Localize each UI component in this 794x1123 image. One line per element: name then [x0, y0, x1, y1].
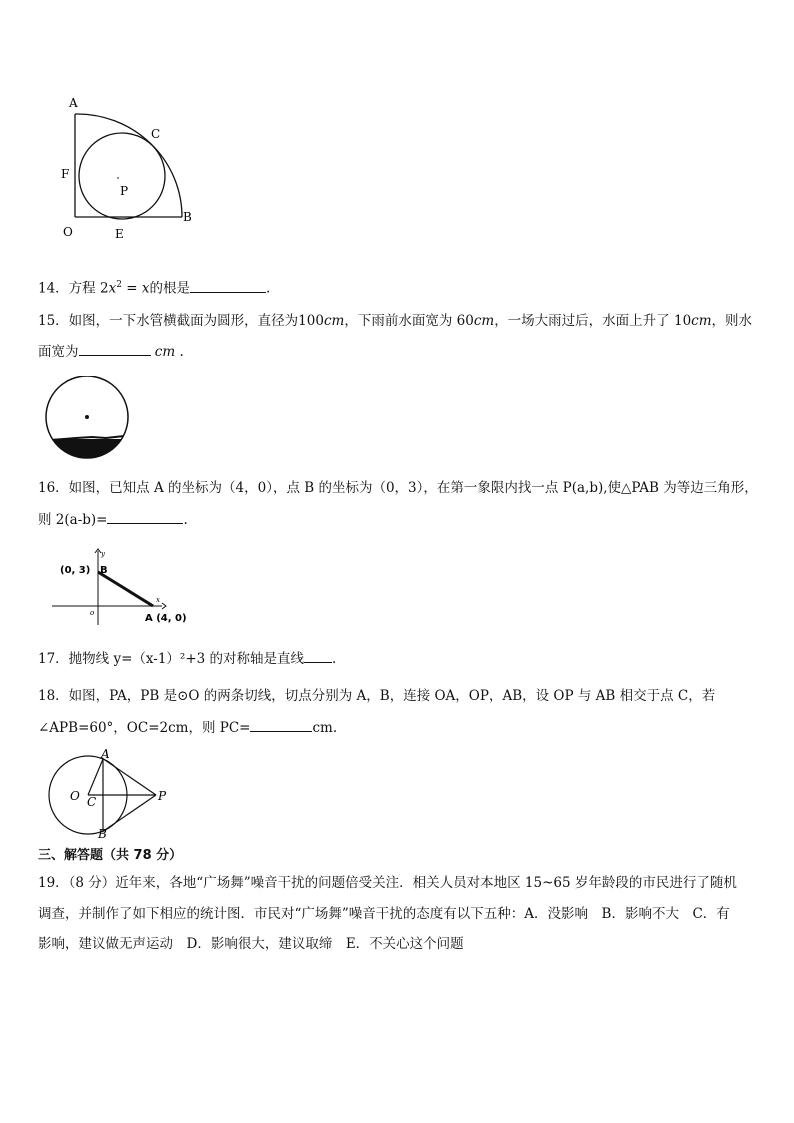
- label-f: F: [61, 167, 70, 181]
- quarter-circle-figure: [55, 92, 195, 242]
- answer-blank-14[interactable]: [190, 278, 266, 293]
- answer-blank-15[interactable]: [79, 341, 151, 356]
- question-19-line-2: 调查，并制作了如下相应的统计图．市民对“广场舞”噪音干扰的态度有以下五种：A．没影响 B．影响不大 C．有: [38, 906, 730, 922]
- center-point-p: [117, 177, 119, 179]
- label-x: x: [156, 596, 160, 604]
- label-e: E: [115, 227, 124, 241]
- label-p: P: [158, 789, 167, 803]
- label-b: B: [98, 827, 107, 840]
- label-b-coord: (0, 3): [60, 565, 91, 576]
- tangent-lines-figure: [40, 748, 180, 840]
- question-16-line-2: 则 2(a-b)= .: [38, 509, 188, 530]
- label-c: C: [87, 795, 97, 809]
- label-a: A: [69, 96, 78, 110]
- label-o: O: [70, 789, 80, 803]
- question-15-line-2: 面宽为 cm .: [38, 341, 184, 362]
- pipe-center: [85, 415, 89, 419]
- question-16-line-1: 16．如图，已知点 A 的坐标为（4，0），点 B 的坐标为（0，3），在第一象限内找一点 P(a,b),使△PAB 为等边三角形，: [38, 480, 758, 496]
- label-c: C: [151, 127, 161, 141]
- label-b: B: [100, 565, 108, 576]
- inscribed-circle-p: [79, 133, 165, 219]
- arc-ab: [75, 114, 182, 217]
- pipe-cross-section-figure: [44, 376, 132, 464]
- segment-ab: [98, 572, 153, 606]
- label-origin: o: [90, 609, 95, 617]
- question-18-line-2: ∠APB=60°，OC=2cm，则 PC= cm.: [38, 717, 337, 738]
- question-17: 17．抛物线 y=（x-1）²+3 的对称轴是直线 .: [38, 648, 336, 669]
- question-18-line-1: 18．如图，PA，PB 是⊙O 的两条切线，切点分别为 A，B，连接 OA，OP，AB，设 OP 与 AB 相交于点 C，若: [38, 688, 716, 704]
- label-a-coord: A (4, 0): [145, 613, 187, 624]
- answer-blank-17[interactable]: [304, 648, 332, 663]
- label-y: y: [101, 550, 105, 558]
- tangent-pa: [102, 758, 156, 795]
- coordinate-figure: [50, 545, 200, 630]
- answer-blank-18[interactable]: [250, 717, 312, 732]
- x-axis-arrow: [162, 603, 166, 609]
- label-a: A: [101, 748, 110, 761]
- tangent-pb: [102, 795, 156, 832]
- question-15-line-1: 15．如图，一下水管横截面为圆形，直径为100cm，下雨前水面宽为 60cm，一场大雨过后，水面上升了 10cm，则水: [38, 313, 753, 329]
- section-heading: 三、解答题（共 78 分）: [38, 848, 183, 863]
- answer-blank-16[interactable]: [107, 509, 183, 524]
- question-19-line-1: 19．（8 分）近年来，各地“广场舞”噪音干扰的问题倍受关注．相关人员对本地区 15~65 岁年龄段的市民进行了随机: [38, 875, 737, 891]
- question-14: 14．方程 $2x^2 = x$的根是 .: [38, 275, 270, 299]
- segment-oa: [88, 759, 103, 795]
- question-19-line-3: 影响，建议做无声运动 D．影响很大，建议取缔 E．不关心这个问题: [38, 936, 464, 952]
- label-o: O: [63, 225, 73, 239]
- label-p: P: [120, 184, 129, 198]
- label-b: B: [183, 210, 192, 224]
